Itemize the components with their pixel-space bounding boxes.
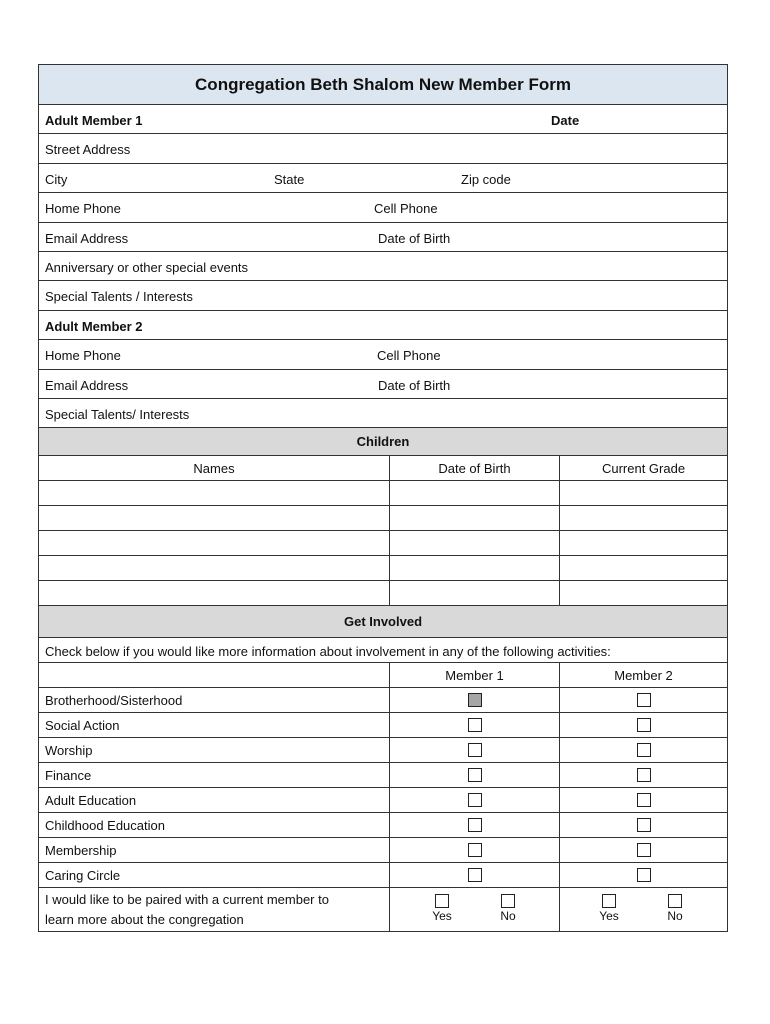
- activity-label: Social Action: [45, 717, 120, 733]
- adult1-phone-field[interactable]: [39, 193, 727, 222]
- adult2-dob-label: Date of Birth: [378, 377, 451, 393]
- child-grade-cell[interactable]: [560, 581, 727, 605]
- member1-checkbox[interactable]: [468, 868, 482, 882]
- activity-label-cell: [39, 813, 390, 837]
- member2-yes-label: Yes: [599, 909, 619, 924]
- member1-pairing-cell: [390, 888, 560, 931]
- adult1-email-dob-field[interactable]: [39, 223, 727, 252]
- member2-cell: [560, 688, 727, 712]
- adult1-dob-label: Date of Birth: [378, 230, 451, 246]
- activity-label: Worship: [45, 742, 93, 758]
- anniversary-label: Anniversary or other special events: [45, 259, 249, 275]
- activity-row: [39, 863, 727, 888]
- children-section-header: Children: [39, 428, 727, 456]
- activity-label-cell: [39, 738, 390, 762]
- child-grade-cell[interactable]: [560, 506, 727, 530]
- child-row: [39, 581, 727, 606]
- member1-no-checkbox[interactable]: [501, 894, 515, 908]
- activity-row: [39, 838, 727, 863]
- activities-header-row: [39, 663, 727, 688]
- pairing-label-cell: [39, 888, 390, 931]
- member2-checkbox[interactable]: [637, 868, 651, 882]
- member2-cell: [560, 863, 727, 887]
- child-name-cell[interactable]: [39, 556, 390, 580]
- adult2-home-phone-label: Home Phone: [45, 348, 121, 364]
- anniversary-field[interactable]: [39, 252, 727, 281]
- activity-label: Membership: [45, 842, 117, 858]
- member2-cell: [560, 738, 727, 762]
- pairing-label: I would like to be paired with a current member to learn more about the congregation: [45, 891, 329, 927]
- adult2-cell-phone-label: Cell Phone: [377, 348, 441, 364]
- child-grade-cell[interactable]: [560, 531, 727, 555]
- activity-row: [39, 713, 727, 738]
- child-dob-cell[interactable]: [390, 556, 560, 580]
- child-grade-cell[interactable]: [560, 556, 727, 580]
- state-label: State: [274, 171, 305, 187]
- member2-yes-option[interactable]: [597, 894, 621, 923]
- member1-header: Member 1: [390, 663, 560, 687]
- member2-checkbox[interactable]: [637, 793, 651, 807]
- get-involved-instruction: Check below if you would like more information about involvement in any of the following activities:: [45, 644, 611, 660]
- member2-checkbox[interactable]: [637, 768, 651, 782]
- activity-label-cell: [39, 863, 390, 887]
- child-name-cell[interactable]: [39, 531, 390, 555]
- member1-checkbox[interactable]: [468, 768, 482, 782]
- member1-cell: [390, 713, 560, 737]
- adult2-talents-field[interactable]: [39, 399, 727, 428]
- member2-cell: [560, 838, 727, 862]
- member1-checkbox[interactable]: [468, 843, 482, 857]
- activity-label: Brotherhood/Sisterhood: [45, 692, 183, 708]
- member1-cell: [390, 788, 560, 812]
- child-row: [39, 481, 727, 506]
- child-dob-cell[interactable]: [390, 581, 560, 605]
- children-dob-header: Date of Birth: [390, 456, 560, 480]
- activity-label-cell: [39, 838, 390, 862]
- child-name-cell[interactable]: [39, 481, 390, 505]
- member2-cell: [560, 813, 727, 837]
- activity-label-cell: [39, 688, 390, 712]
- member2-cell: [560, 763, 727, 787]
- member1-yes-label: Yes: [432, 909, 452, 924]
- children-names-header: Names: [39, 456, 390, 480]
- pairing-row: [39, 888, 727, 932]
- adult2-talents-label: Special Talents/ Interests: [45, 406, 190, 422]
- member2-pairing-cell: [560, 888, 727, 931]
- child-row: [39, 556, 727, 581]
- city-state-zip-field[interactable]: [39, 164, 727, 193]
- member1-cell: [390, 838, 560, 862]
- member1-yes-no: [390, 888, 559, 931]
- child-row: [39, 506, 727, 531]
- zip-label: Zip code: [461, 171, 511, 187]
- member1-cell: [390, 738, 560, 762]
- child-dob-cell[interactable]: [390, 481, 560, 505]
- child-grade-cell[interactable]: [560, 481, 727, 505]
- member1-yes-checkbox[interactable]: [435, 894, 449, 908]
- children-grade-header: Current Grade: [601, 460, 686, 476]
- activity-row: [39, 788, 727, 813]
- adult1-email-label: Email Address: [45, 230, 129, 246]
- member1-yes-option[interactable]: [430, 894, 454, 923]
- adult1-talents-label: Special Talents / Interests: [45, 289, 193, 305]
- get-involved-instruction-row: [39, 638, 727, 663]
- member2-no-checkbox[interactable]: [668, 894, 682, 908]
- member1-checkbox[interactable]: [468, 793, 482, 807]
- adult2-heading: Adult Member 2: [45, 318, 143, 334]
- activity-label-cell: [39, 763, 390, 787]
- member1-checkbox[interactable]: [468, 693, 482, 707]
- adult2-email-dob-field[interactable]: [39, 370, 727, 399]
- activity-label: Finance: [45, 767, 92, 783]
- activity-row: [39, 738, 727, 763]
- member1-cell: [390, 813, 560, 837]
- get-involved-section-header: Get Involved: [39, 606, 727, 638]
- member2-header: Member 2: [614, 667, 673, 683]
- member2-cell: [560, 788, 727, 812]
- activity-label: Adult Education: [45, 792, 137, 808]
- activity-header-blank: [39, 663, 390, 687]
- member1-checkbox[interactable]: [468, 818, 482, 832]
- adult1-date-label: Date: [551, 113, 580, 128]
- form-title: Congregation Beth Shalom New Member Form: [39, 65, 727, 105]
- city-label: City: [45, 171, 68, 187]
- child-row: [39, 531, 727, 556]
- activity-row: [39, 763, 727, 788]
- child-name-cell[interactable]: [39, 506, 390, 530]
- new-member-form: [38, 64, 728, 932]
- member2-checkbox[interactable]: [637, 818, 651, 832]
- activity-label: Childhood Education: [45, 817, 165, 833]
- children-table-header: [39, 456, 727, 481]
- adult2-heading-row: [39, 311, 727, 340]
- activity-label-cell: [39, 788, 390, 812]
- member2-yes-checkbox[interactable]: [602, 894, 616, 908]
- activity-row: [39, 688, 727, 713]
- child-name-cell[interactable]: [39, 581, 390, 605]
- member2-cell: [560, 713, 727, 737]
- member2-yes-no: [560, 888, 727, 931]
- member2-no-label: No: [667, 909, 683, 924]
- adult1-talents-field[interactable]: [39, 281, 727, 310]
- member1-no-option[interactable]: [496, 894, 520, 923]
- member1-no-label: No: [500, 909, 516, 924]
- member1-checkbox[interactable]: [468, 743, 482, 757]
- adult1-cell-phone-label: Cell Phone: [374, 201, 438, 217]
- street-address-label: Street Address: [45, 142, 131, 158]
- member2-checkbox[interactable]: [637, 718, 651, 732]
- member1-cell: [390, 763, 560, 787]
- member2-no-option[interactable]: [663, 894, 687, 923]
- adult2-email-label: Email Address: [45, 377, 129, 393]
- adult1-heading-row[interactable]: [39, 105, 727, 134]
- member2-checkbox[interactable]: [637, 743, 651, 757]
- child-dob-cell[interactable]: [390, 531, 560, 555]
- member1-checkbox[interactable]: [468, 718, 482, 732]
- member2-checkbox[interactable]: [637, 693, 651, 707]
- adult1-heading: Adult Member 1: [45, 113, 143, 128]
- child-dob-cell[interactable]: [390, 506, 560, 530]
- street-address-field[interactable]: [39, 134, 727, 163]
- activity-row: [39, 813, 727, 838]
- member1-cell: [390, 688, 560, 712]
- activity-label: Caring Circle: [45, 867, 121, 883]
- member2-checkbox[interactable]: [637, 843, 651, 857]
- adult1-home-phone-label: Home Phone: [45, 201, 121, 217]
- adult2-phone-field[interactable]: [39, 340, 727, 369]
- member1-cell: [390, 863, 560, 887]
- activity-label-cell: [39, 713, 390, 737]
